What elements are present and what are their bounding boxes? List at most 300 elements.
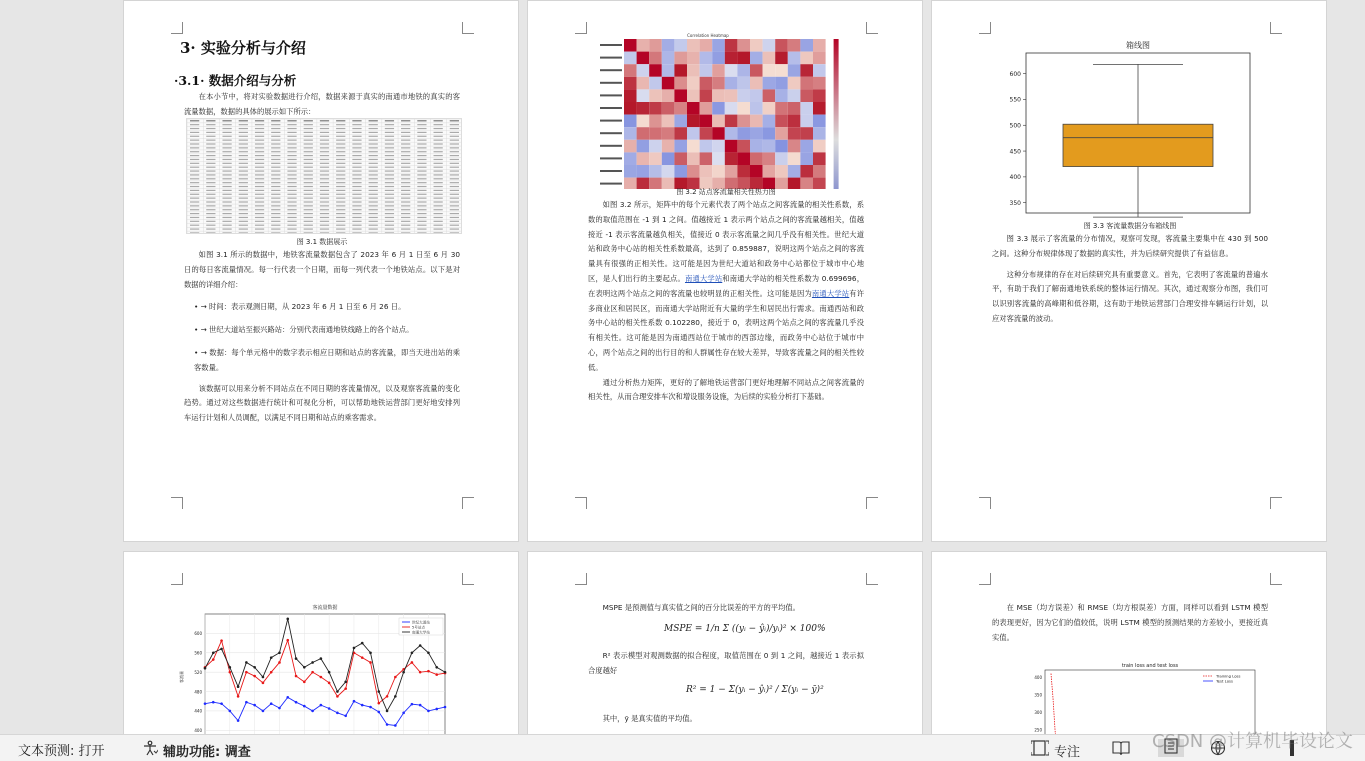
table-cell bbox=[190, 124, 199, 125]
table-cell bbox=[336, 163, 345, 164]
figure-3-3-caption: 图 3.3 客流量数据分布箱线图 bbox=[1083, 222, 1177, 230]
table-cell bbox=[239, 155, 248, 156]
table-cell bbox=[369, 147, 378, 148]
table-cell bbox=[271, 209, 280, 210]
table-cell bbox=[190, 170, 199, 171]
table-cell bbox=[206, 225, 215, 226]
table-cell bbox=[434, 213, 443, 214]
table-cell bbox=[222, 174, 231, 175]
heatmap-cell bbox=[775, 140, 788, 153]
table-cell bbox=[369, 182, 378, 183]
mspe-formula: MSPE = 1/n Σ ((yᵢ − ŷᵢ)/yᵢ)² × 100% bbox=[664, 624, 826, 634]
heatmap-cell bbox=[700, 127, 713, 140]
table-cell bbox=[417, 190, 426, 191]
table-cell bbox=[352, 198, 361, 199]
accessibility-status[interactable] bbox=[142, 740, 251, 760]
table-cell bbox=[320, 182, 329, 183]
heatmap-cell bbox=[674, 127, 687, 140]
table-cell bbox=[320, 174, 329, 175]
table-cell bbox=[385, 198, 394, 199]
station-link[interactable]: 南通大学站 bbox=[811, 288, 850, 298]
table-cell bbox=[190, 159, 199, 160]
table-cell bbox=[401, 128, 410, 129]
table-cell bbox=[336, 209, 345, 210]
heatmap-cell bbox=[750, 152, 763, 165]
table-cell bbox=[190, 151, 199, 152]
table-cell bbox=[336, 140, 345, 141]
table-cell bbox=[369, 151, 378, 152]
table-cell bbox=[271, 198, 280, 199]
table-cell bbox=[369, 136, 378, 137]
table-cell bbox=[255, 186, 264, 187]
table-cell bbox=[352, 194, 361, 195]
table-cell bbox=[239, 186, 248, 187]
table-cell bbox=[320, 136, 329, 137]
data-point bbox=[377, 690, 380, 693]
table-cell bbox=[369, 174, 378, 175]
table-cell bbox=[190, 221, 199, 222]
heatmap-cell bbox=[662, 102, 675, 115]
data-point bbox=[245, 661, 248, 664]
table-cell bbox=[304, 194, 313, 195]
table-cell bbox=[369, 225, 378, 226]
table-cell bbox=[450, 120, 459, 121]
table-cell bbox=[255, 170, 264, 171]
table-cell bbox=[222, 201, 231, 202]
table-cell bbox=[336, 147, 345, 148]
table-cell bbox=[287, 163, 296, 164]
table-cell bbox=[239, 124, 248, 125]
table-cell bbox=[222, 120, 231, 121]
data-point bbox=[212, 701, 215, 704]
table-cell bbox=[450, 174, 459, 175]
accessibility-icon bbox=[142, 740, 158, 760]
table-cell bbox=[434, 209, 443, 210]
table-cell bbox=[206, 201, 215, 202]
page3-para-1: 图 3.3 展示了客流量的分布情况，观察可发现，客流量主要集中在 430 到 500 之间。这种分布规律体现了数据的真实性，并为后续研究提供了有益信息。 bbox=[992, 234, 1268, 258]
table-cell bbox=[239, 182, 248, 183]
heatmap-cell bbox=[813, 115, 826, 128]
heatmap-cell bbox=[674, 77, 687, 90]
heatmap-cell bbox=[624, 102, 637, 115]
table-cell bbox=[385, 221, 394, 222]
heatmap-cell bbox=[763, 39, 776, 52]
table-cell bbox=[369, 132, 378, 133]
table-cell bbox=[434, 163, 443, 164]
table-cell bbox=[206, 163, 215, 164]
data-point bbox=[336, 712, 339, 715]
data-point bbox=[237, 685, 240, 688]
heatmap-cell bbox=[813, 102, 826, 115]
table-cell bbox=[434, 201, 443, 202]
data-point bbox=[245, 671, 248, 674]
table-cell bbox=[239, 159, 248, 160]
page-6[interactable] bbox=[931, 551, 1327, 734]
data-point bbox=[402, 671, 405, 674]
table-cell bbox=[385, 136, 394, 137]
table-cell bbox=[401, 205, 410, 206]
table-cell bbox=[271, 213, 280, 214]
page2-para-1: 如图 3.2 所示，矩阵中的每个元素代表了两个站点之间客流量的相关性系数，系数的取值范围在 -1 到 1 之间。值越接近 1 表示两个站点之间的客流量越相关，值越接近 -1 表示客流量越负相关，值接近 0 表示客流量之间几乎没有相关性。世纪大道站和政务中心站的相关性系数最高，达到了 0.859887，说明这两个站点之间的客流量具有很强的正相关性。这可能是因为世纪大道站和政务中心站都位于城市中心地区，是人们出行的主要起点。南通大学站和南通大学站的相关性系数为 0.699696，在表明这两个站点之间的客流量也较明显的正相关性。这可能是因为南通大学站有许多商业区和居民区，而南通大学站附近有大量的学生和居民出行需求。南通西站和政务中心站的相关性系数 0.102280，接近于 0，表明这两个站点之间的客流量几乎没有相关性。这可能是因为南通西站位于城市的西部边缘，而政务中心站位于城市中心，两个站点之间的出行目的和人群属性存在较大差异，导致客流量之间的相关性较低。 bbox=[588, 200, 865, 372]
table-cell bbox=[401, 198, 410, 199]
page-1[interactable] bbox=[123, 0, 519, 542]
table-cell bbox=[336, 143, 345, 144]
data-point bbox=[361, 704, 364, 707]
data-point bbox=[278, 651, 281, 654]
heatmap-cell bbox=[813, 89, 826, 102]
table-cell bbox=[271, 225, 280, 226]
page-5[interactable] bbox=[527, 551, 923, 734]
data-point bbox=[270, 671, 273, 674]
heatmap-cell bbox=[624, 152, 637, 165]
table-cell bbox=[206, 228, 215, 229]
table-cell bbox=[369, 155, 378, 156]
data-point bbox=[369, 661, 372, 664]
heatmap-cell bbox=[637, 52, 650, 65]
table-cell bbox=[206, 232, 215, 233]
table-cell bbox=[385, 132, 394, 133]
page-2[interactable] bbox=[527, 0, 923, 542]
table-cell bbox=[352, 140, 361, 141]
data-point bbox=[270, 702, 273, 705]
table-cell bbox=[304, 217, 313, 218]
table-cell bbox=[385, 205, 394, 206]
heatmap-cell bbox=[813, 152, 826, 165]
table-cell bbox=[385, 124, 394, 125]
table-cell bbox=[417, 182, 426, 183]
table-cell bbox=[417, 170, 426, 171]
y-tick-label: 440 bbox=[194, 708, 202, 714]
heatmap-cell bbox=[725, 64, 738, 77]
table-cell bbox=[369, 198, 378, 199]
data-point bbox=[270, 656, 273, 659]
table-cell bbox=[385, 213, 394, 214]
table-cell bbox=[287, 170, 296, 171]
table-cell bbox=[239, 167, 248, 168]
text-prediction-label: 文本预测: 打开 bbox=[18, 744, 105, 759]
table-cell bbox=[320, 186, 329, 187]
table-cell bbox=[320, 147, 329, 148]
heatmap-cell bbox=[712, 140, 725, 153]
heatmap-cell bbox=[737, 115, 750, 128]
table-cell bbox=[287, 140, 296, 141]
table-cell bbox=[385, 143, 394, 144]
table-cell bbox=[450, 159, 459, 160]
table-cell bbox=[369, 201, 378, 202]
table-cell bbox=[239, 225, 248, 226]
heatmap-cell bbox=[763, 165, 776, 178]
table-cell bbox=[434, 128, 443, 129]
table-cell bbox=[385, 140, 394, 141]
heatmap-cell bbox=[687, 39, 700, 52]
table-cell bbox=[239, 221, 248, 222]
table-cell bbox=[287, 194, 296, 195]
table-cell bbox=[352, 186, 361, 187]
heatmap-cell bbox=[674, 140, 687, 153]
table-cell bbox=[336, 182, 345, 183]
heatmap-cell bbox=[800, 102, 813, 115]
table-cell bbox=[336, 225, 345, 226]
y-tick-label: 400 bbox=[1034, 674, 1042, 680]
table-cell bbox=[206, 170, 215, 171]
table-cell bbox=[320, 209, 329, 210]
table-cell bbox=[190, 167, 199, 168]
heatmap-cell bbox=[700, 39, 713, 52]
heatmap-cell bbox=[662, 127, 675, 140]
table-cell bbox=[434, 221, 443, 222]
heatmap-cell bbox=[637, 64, 650, 77]
heatmap-cell bbox=[674, 115, 687, 128]
table-cell bbox=[417, 155, 426, 156]
margin-mark bbox=[462, 497, 474, 509]
accessibility-label: 辅助功能: 调查 bbox=[163, 744, 251, 760]
table-cell bbox=[222, 147, 231, 148]
table-cell bbox=[450, 163, 459, 164]
table-cell bbox=[369, 186, 378, 187]
table-cell bbox=[222, 136, 231, 137]
table-cell bbox=[417, 178, 426, 179]
table-cell bbox=[320, 163, 329, 164]
table-cell bbox=[401, 182, 410, 183]
table-cell bbox=[304, 170, 313, 171]
data-point bbox=[253, 666, 256, 669]
table-cell bbox=[206, 198, 215, 199]
table-cell bbox=[434, 178, 443, 179]
heatmap-cell bbox=[637, 127, 650, 140]
heatmap-cell bbox=[788, 77, 801, 90]
table-cell bbox=[222, 225, 231, 226]
table-cell bbox=[352, 120, 361, 121]
table-cell bbox=[271, 205, 280, 206]
table-cell bbox=[434, 155, 443, 156]
heatmap-cell bbox=[712, 127, 725, 140]
heatmap-cell bbox=[800, 127, 813, 140]
text-prediction-status[interactable] bbox=[18, 740, 105, 759]
table-cell bbox=[450, 136, 459, 137]
heatmap-row-label bbox=[600, 107, 622, 109]
table-cell bbox=[190, 128, 199, 129]
heatmap-colorbar bbox=[834, 39, 839, 189]
heatmap-cell bbox=[737, 39, 750, 52]
data-point bbox=[336, 690, 339, 693]
data-point bbox=[303, 705, 306, 708]
table-cell bbox=[206, 147, 215, 148]
y-tick-label: 600 bbox=[194, 631, 202, 637]
table-cell bbox=[206, 190, 215, 191]
data-point bbox=[286, 618, 289, 621]
heatmap-cell bbox=[637, 165, 650, 178]
heatmap-cell bbox=[788, 64, 801, 77]
table-cell bbox=[385, 194, 394, 195]
heatmap-cell bbox=[637, 140, 650, 153]
table-cell bbox=[271, 221, 280, 222]
heatmap-cell bbox=[788, 165, 801, 178]
table-cell bbox=[239, 151, 248, 152]
table-cell bbox=[271, 140, 280, 141]
data-point bbox=[386, 695, 389, 698]
table-cell bbox=[336, 170, 345, 171]
figure-3-2-caption: 图 3.2 站点客流量相关性热力图 bbox=[676, 188, 776, 196]
table-cell bbox=[450, 198, 459, 199]
heatmap-title: Correlation Heatmap bbox=[687, 33, 729, 38]
table-cell bbox=[417, 213, 426, 214]
data-point bbox=[377, 702, 380, 705]
table-cell bbox=[287, 128, 296, 129]
heatmap-row-label bbox=[600, 69, 622, 71]
heatmap-cell bbox=[700, 115, 713, 128]
heatmap-cell bbox=[775, 102, 788, 115]
table-cell bbox=[320, 128, 329, 129]
table-cell bbox=[369, 140, 378, 141]
table-cell bbox=[336, 124, 345, 125]
heatmap-cell bbox=[725, 127, 738, 140]
table-cell bbox=[222, 140, 231, 141]
read-mode-button[interactable] bbox=[1112, 740, 1130, 760]
margin-mark bbox=[171, 573, 183, 585]
table-cell bbox=[271, 201, 280, 202]
heatmap-cell bbox=[700, 102, 713, 115]
table-cell bbox=[434, 124, 443, 125]
table-cell bbox=[401, 136, 410, 137]
table-cell bbox=[190, 190, 199, 191]
data-point bbox=[212, 658, 215, 661]
table-cell bbox=[271, 182, 280, 183]
table-cell bbox=[271, 120, 280, 121]
table-cell bbox=[336, 120, 345, 121]
table-cell bbox=[352, 178, 361, 179]
page1-para-1: 如图 3.1 所示的数据中，地铁客流量数据包含了 2023 年 6 月 1 日至 6 月 30 日的每日客流量情况。每一行代表一个日期，而每一列代表一个地铁站点。以下是对数据的详细介绍： bbox=[184, 250, 460, 289]
table-cell bbox=[401, 178, 410, 179]
table-cell bbox=[304, 232, 313, 233]
table-cell bbox=[287, 174, 296, 175]
table-cell bbox=[255, 221, 264, 222]
data-point bbox=[336, 695, 339, 698]
margin-mark bbox=[1270, 573, 1282, 585]
heatmap-cell bbox=[687, 165, 700, 178]
table-cell bbox=[190, 155, 199, 156]
table-cell bbox=[336, 155, 345, 156]
heatmap-cell bbox=[775, 77, 788, 90]
table-cell bbox=[417, 228, 426, 229]
table-cell bbox=[206, 167, 215, 168]
table-cell bbox=[271, 163, 280, 164]
table-cell bbox=[385, 228, 394, 229]
table-cell bbox=[304, 201, 313, 202]
data-point bbox=[262, 710, 265, 713]
table-cell bbox=[336, 174, 345, 175]
table-cell bbox=[385, 155, 394, 156]
table-cell bbox=[352, 143, 361, 144]
table-cell bbox=[255, 225, 264, 226]
data-point bbox=[394, 695, 397, 698]
table-cell bbox=[255, 174, 264, 175]
table-cell bbox=[434, 182, 443, 183]
data-point bbox=[419, 644, 422, 647]
data-point bbox=[386, 710, 389, 713]
table-cell bbox=[222, 151, 231, 152]
heatmap-cell bbox=[750, 127, 763, 140]
table-cell bbox=[271, 228, 280, 229]
table-cell bbox=[239, 232, 248, 233]
table-cell bbox=[255, 167, 264, 168]
box bbox=[1063, 124, 1213, 166]
table-cell bbox=[417, 186, 426, 187]
table-cell bbox=[401, 147, 410, 148]
page3-para-2: 这种分布规律的存在对后续研究具有重要意义。首先，它表明了客流量的普遍水平，有助于我们了解南通地铁系统的整体运行情况。其次，通过观察分布图，我们可以识别客流量的高峰期和低谷期，这有助于地铁运营部门合理安排车辆运行计划，以应对客流量的波动。 bbox=[992, 269, 1268, 323]
heatmap-cell bbox=[737, 152, 750, 165]
table-cell bbox=[190, 232, 199, 233]
data-point bbox=[427, 710, 430, 713]
table-cell bbox=[369, 205, 378, 206]
margin-mark bbox=[866, 573, 878, 585]
table-cell bbox=[304, 147, 313, 148]
table-cell bbox=[385, 217, 394, 218]
data-point bbox=[328, 671, 331, 674]
table-cell bbox=[369, 217, 378, 218]
table-cell bbox=[336, 205, 345, 206]
heatmap-cell bbox=[725, 140, 738, 153]
heatmap-cell bbox=[637, 152, 650, 165]
table-cell bbox=[287, 198, 296, 199]
table-cell bbox=[271, 147, 280, 148]
page-4[interactable] bbox=[123, 551, 519, 734]
table-cell bbox=[239, 136, 248, 137]
table-cell bbox=[385, 159, 394, 160]
data-point bbox=[262, 682, 265, 685]
table-cell bbox=[271, 128, 280, 129]
data-point bbox=[344, 687, 347, 690]
table-cell bbox=[369, 228, 378, 229]
data-point bbox=[229, 666, 232, 669]
station-link[interactable]: 南通大学站 bbox=[684, 273, 723, 283]
page-3[interactable] bbox=[931, 0, 1327, 542]
focus-mode-button[interactable] bbox=[1031, 740, 1080, 760]
heatmap-cell bbox=[788, 89, 801, 102]
table-cell bbox=[369, 221, 378, 222]
table-cell bbox=[190, 163, 199, 164]
table-cell bbox=[239, 213, 248, 214]
heatmap-cell bbox=[737, 52, 750, 65]
y-tick-label: 600 bbox=[1009, 70, 1021, 78]
table-cell bbox=[434, 228, 443, 229]
table-cell bbox=[287, 182, 296, 183]
table-cell bbox=[352, 124, 361, 125]
table-cell bbox=[206, 155, 215, 156]
table-cell bbox=[450, 221, 459, 222]
heatmap-cell bbox=[687, 52, 700, 65]
heatmap-cell bbox=[700, 77, 713, 90]
table-cell bbox=[401, 155, 410, 156]
heading-section-3-1: ·3.1· 数据介绍与分析 bbox=[174, 73, 297, 88]
table-cell bbox=[352, 155, 361, 156]
table-cell bbox=[271, 190, 280, 191]
table-cell bbox=[206, 151, 215, 152]
table-cell bbox=[417, 174, 426, 175]
table-cell bbox=[450, 182, 459, 183]
data-point bbox=[220, 639, 223, 642]
page3-body bbox=[992, 232, 1268, 327]
heatmap-cell bbox=[750, 39, 763, 52]
y-tick-label: 480 bbox=[194, 689, 202, 695]
table-cell bbox=[304, 163, 313, 164]
table-cell bbox=[417, 225, 426, 226]
table-cell bbox=[255, 201, 264, 202]
heatmap-cell bbox=[800, 165, 813, 178]
heatmap-cell bbox=[712, 64, 725, 77]
legend-label: Training Loss bbox=[1216, 673, 1241, 679]
table-cell bbox=[352, 159, 361, 160]
table-cell bbox=[222, 194, 231, 195]
